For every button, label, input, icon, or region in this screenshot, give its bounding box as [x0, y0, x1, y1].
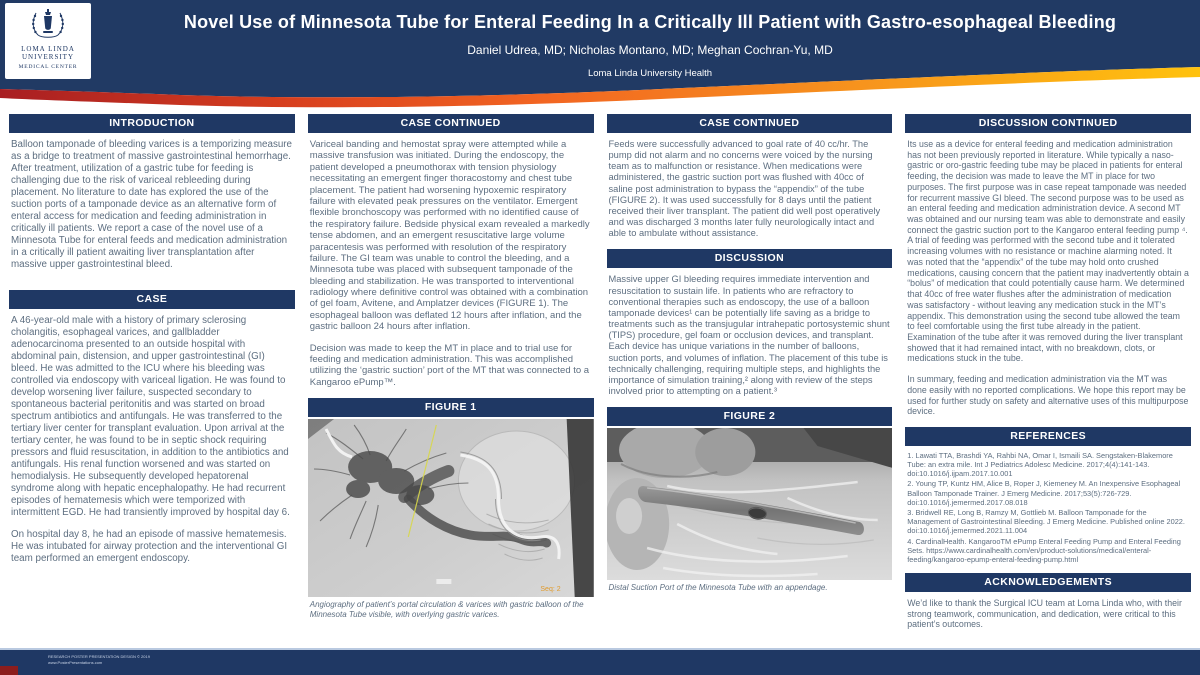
column-1 [9, 114, 295, 648]
template-credit-line2: www.PosterPresentations.com [48, 660, 103, 665]
column-2 [308, 114, 594, 648]
paragraph: A 46-year-old male with a history of primary sclerosing cholangitis, esophageal varices, and gallbladder adenocarcinoma presented to an outside hospital with abdominal pain, distension, and upper gastrointestinal (GI) bleed. He was admitted to the ICU where his bleeding was controlled via endoscopy with variceal ligation. He was found to develop worsening liver failure, suspected secondary to spontaneous bacterial peritonitis and was started on broad spectrum antibiotics and antifungals. He was transferred to the tertiary liver center for transplant evaluation. Upon arrival at the tertiary center, he was found to be in septic shock requiring pressors and fluid resuscitation, in addition to the antibiotics and antifungals. His renal function worsened and was started on hemodialysis. He subsequently developed hepatorenal syndrome along with hepatic encephalopathy. He had recurrent episodes of hematemesis which were temporized with intermittent EGD. He had transiently improved by hospital day 6. [11, 314, 290, 519]
references-list [905, 446, 1191, 565]
case-continued-body-2 [607, 133, 893, 249]
poster-title: Novel Use of Minnesota Tube for Enteral Feeding In a Critically Ill Patient with Gastro-esophageal Bleeding [183, 12, 1117, 32]
paragraph: Massive upper GI bleeding requires immediate intervention and resuscitation to sustain life. In patients who are refractory to conventional therapies such as endoscopy, the use of a balloon tamponade devices¹ can be potentially life saving as a bridge to treatments such as the transjugular intrahepatic portosystemic shunt (TIPS) procedure, gel foam or occlusion devices, and transplant. Each device has unique variations in the number of balloons, suction ports, and volumes of inflation. The placement of this tube is technically challenging, requiring multiple steps, and highlights the importance of simulation training,² along with review of the steps involved prior to attempting on a patient.³ [608, 274, 890, 396]
section-header-acknowledgements: ACKNOWLEDGEMENTS [905, 573, 1191, 592]
discussion-body [607, 268, 893, 407]
section-header-discussion: DISCUSSION [607, 249, 893, 268]
poster-presentations-logo [0, 666, 18, 675]
section-header-references: REFERENCES [905, 427, 1191, 446]
template-credit [48, 654, 150, 666]
paragraph: Feeds were successfully advanced to goal rate of 40 cc/hr. The pump did not alarm and no concerns were voiced by the nursing team as to malfunction or resistance. When medications were administered, the gastric suction port was flushed with 40cc of saline post administration to bypass the “appendix” of the tube (FIGURE 2). It was used successfully for 8 days until the patient received their liver transplant. The patient did well post operatively and was discharged 3 months later fully neurologically intact and able to ambulate without assistance. [608, 139, 881, 239]
logo-text-line3: MEDICAL CENTER [18, 64, 78, 70]
figure1-caption: Angiography of patient’s portal circulation & varices with gastric balloon of the Minnesota Tube visible, with overlying gastric varices. [309, 600, 584, 620]
template-credit-line1: RESEARCH POSTER PRESENTATION DESIGN © 2019 [48, 654, 150, 659]
column-3 [607, 114, 893, 648]
paragraph: Decision was made to keep the MT in place and to trial use for feeding and medication administration. This was accomplished utilizing the ‘gastric suction’ port of the MT that was connected to a Kangaroo ePump™. [309, 342, 590, 388]
reference-item: 3. Bridwell RE, Long B, Ramzy M, Gottlieb M. Balloon Tamponade for the Management of Gastrointestinal Bleeding. J Emerg Medicine. Published online 2022. doi:10.1016/j.jemermed.2021.11.004 [907, 508, 1185, 536]
section-header-case: CASE [9, 290, 295, 309]
figure2-suction-port-photo [607, 428, 893, 580]
case-body [9, 309, 295, 576]
paragraph: On hospital day 8, he had an episode of massive hematemesis. He was intubated for airway protection and the interventional GI team performed an emergent endoscopy. [11, 529, 288, 565]
reference-item: 2. Young TP, Kuntz HM, Alice B, Roper J, Kiemeney M. An Inexpensive Esophageal Balloon Tamponade Trainer. J Emerg Medicine. 2017;53(5):726-729. doi:10.1016/j.jemermed.2017.08.018 [907, 479, 1181, 507]
paragraph: Balloon tamponade of bleeding varices is a temporizing measure as a bridge to treatment of massive gastrointestinal hemorrhage. After treatment, utilization of a gastric tube for feeding is challenging due to the risk of variceal rebleeding during placement. No literature to date has explored the use of the suction ports of a tamponade device as an alternative form of enteral access for medication and feeding administration in critically ill patients. We report a case of the novel use of a Minnesota Tube for enteral feeds and medication administration in a critically ill patient awaiting liver transplantation after massive upper gastrointestinal bleed. [11, 139, 293, 271]
acknowledgements-body [905, 592, 1191, 640]
section-header-figure-2: FIGURE 2 [607, 407, 893, 426]
section-header-figure-1: FIGURE 1 [308, 398, 594, 417]
figure1-sequence-label: Seq: 2 [540, 586, 561, 594]
figure1-angiography-image [308, 419, 594, 597]
section-header-discussion-continued: DISCUSSION CONTINUED [905, 114, 1191, 133]
figure2-caption: Distal Suction Port of the Minnesota Tube with an appendage. [608, 583, 828, 593]
paragraph: Its use as a device for enteral feeding and medication administration has not been previously reported in literature. While typically a naso-gastric or oro-gastric feeding tube may be placed in patients for enteral feeding, the decision was made to leave the MT in place for two purposes. The first purpose was in case repeat tamponade was needed for recurrent massive GI bleed. The second purpose was to be used as an enteral feeding and medication administration device. A second MT was obtained and our nursing team was able to demonstrate and easily connect the gastric suction port to the Kangaroo enteral feeding pump ⁴. A trial of feeding was performed with the second tube and it tolerated increasing volumes with no resistance or machine alarming noted. It was noted that the “appendix” of the tube may hold onto crushed medications, causing concern that the patient may inadvertently obtain a “bolus” of medication that could potentially cause harm. We determined that 40cc of free water flushes after the administration of medication was satisfactory - without leaving any medication stuck in the MT’s appendix. This demonstration using the second tube allowed the team to feel comfortable using the first tube already in the patient. Examination of the tube after it was removed during the liver transplant showed that it had remained intact, with no breakdown, clots, or medications stuck in the tube. [907, 139, 1189, 364]
section-header-case-continued-1: CASE CONTINUED [308, 114, 594, 133]
case-continued-body-1 [308, 133, 594, 398]
reference-item: 4. CardinalHealth. KangarooTM ePump Enteral Feeding Pump and Enteral Feeding Sets. https://www.cardinalhealth.com/en/product-solutions/medical/enteral-feeding/kangaroo-epump-enteral-feeding-pump.html [907, 536, 1181, 564]
introduction-body [9, 133, 295, 282]
paragraph: We’d like to thank the Surgical ICU team at Loma Linda who, with their strong teamwork, communication, and dedication, were critical to this patient’s outcomes. [907, 598, 1182, 630]
logo-text-line1: LOMA LINDA [21, 45, 75, 53]
footer-strip [0, 648, 1200, 675]
header [100, 0, 1200, 79]
paragraph: In summary, feeding and medication administration via the MT was done easily with no reported complications. We hope this report may be used for further study on safety and alternative uses of this multipurpose device. [907, 374, 1189, 417]
poster-authors: Daniel Udrea, MD; Nicholas Montano, MD; Meghan Cochran-Yu, MD [467, 43, 833, 57]
paragraph: Variceal banding and hemostat spray were attempted while a massive transfusion was initiated. During the endoscopy, the patient developed a pneumothorax with tension physiology necessitating an emergent finger thoracostomy and chest tube placement. The patient had worsening hypoxemic respiratory failure with elevated peak pressures on the ventilator. Emergent flexible bronchoscopy was performed with no identified cause of the respiratory failure. Bedside physical exam revealed a markedly tense abdomen, and an emergent resuscitative large volume paracentesis was performed with resolution of the respiratory failure. The GI team was unable to control the bleeding, and a Minnesota tube was placed with subsequent tamponade of the bleeding and stabilization. He was transported to interventional radiology where definitive control was obtained with a combination of gel foam, Avitene, and Amplatzer devices (FIGURE 1). The esophageal balloon was deflated 12 hours after inflation, and the gastric balloon 24 hours after inflation. [309, 139, 590, 333]
loma-linda-seal-icon [28, 7, 68, 43]
logo-text-line2: UNIVERSITY [22, 53, 74, 61]
poster-affiliation: Loma Linda University Health [587, 68, 713, 79]
university-logo [5, 3, 91, 79]
section-header-introduction: INTRODUCTION [9, 114, 295, 133]
discussion-continued-body [905, 133, 1191, 427]
reference-item: 1. Lawati TTA, Brashdi YA, Rahbi NA, Omar I, Ismaili SA. Sengstaken-Blakemore Tube: an extra mile. Int J Pediatrics Adolesc Medicine. 2017;4(4):141-143. doi:10.1016/j.ijpam.2017.10.001 [907, 450, 1173, 479]
figure-2 [607, 428, 893, 593]
content-columns [0, 114, 1200, 648]
column-4 [905, 114, 1191, 648]
figure-1 [308, 419, 594, 620]
section-header-case-continued-2: CASE CONTINUED [607, 114, 893, 133]
